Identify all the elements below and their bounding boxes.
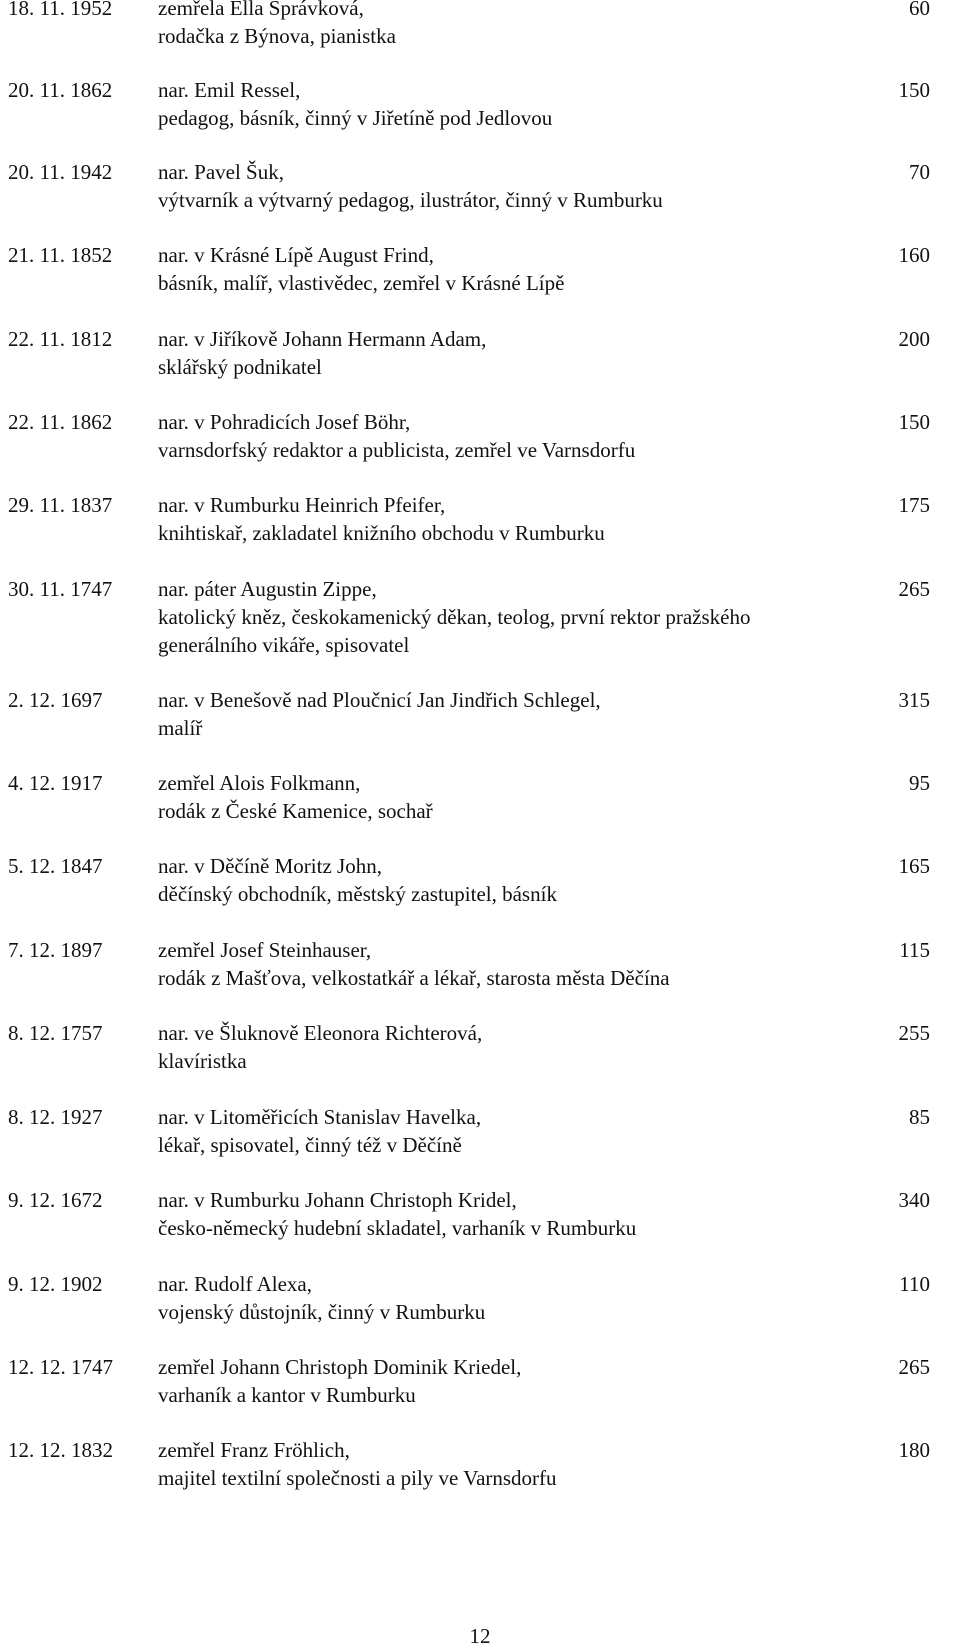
entry-number: 180 (898, 1438, 930, 1462)
entry-description: česko-německý hudební skladatel, varhaník v Rumburku (158, 1216, 637, 1240)
entry-date: 8. 12. 1757 (8, 1021, 103, 1045)
entry-date: 7. 12. 1897 (8, 938, 103, 962)
entry-headline: nar. ve Šluknově Eleonora Richterová, (158, 1021, 483, 1045)
entry-headline: nar. Pavel Šuk, (158, 160, 284, 184)
entry-text (158, 1270, 878, 1326)
entry-date: 22. 11. 1862 (8, 410, 113, 434)
entry-text (158, 686, 878, 742)
entry-date: 29. 11. 1837 (8, 493, 113, 517)
entry-headline: nar. v Litoměřicích Stanislav Havelka, (158, 1105, 482, 1129)
entry-text (158, 158, 878, 214)
entry-date: 9. 12. 1902 (8, 1272, 103, 1296)
entry-number: 200 (898, 327, 930, 351)
entry-description: klavíristka (158, 1049, 247, 1073)
entry-description: pedagog, básník, činný v Jiřetíně pod Jedlovou (158, 106, 553, 130)
entry-text (158, 491, 878, 547)
entry-text (158, 1103, 878, 1159)
entry-number: 85 (909, 1105, 930, 1129)
entry-number: 110 (899, 1272, 930, 1296)
entry-headline: nar. v Rumburku Johann Christoph Kridel, (158, 1188, 517, 1212)
entry-headline: zemřel Josef Steinhauser, (158, 938, 372, 962)
entry-number: 315 (898, 688, 930, 712)
entry-text (158, 575, 878, 659)
entry-text (158, 1436, 878, 1492)
entry-headline: zemřel Franz Fröhlich, (158, 1438, 350, 1462)
entry-headline: zemřel Johann Christoph Dominik Kriedel, (158, 1355, 522, 1379)
anniversary-entry (0, 1353, 960, 1413)
entry-date: 8. 12. 1927 (8, 1105, 103, 1129)
anniversary-entry (0, 1436, 960, 1496)
entry-date: 12. 12. 1747 (8, 1355, 113, 1379)
entry-number: 70 (909, 160, 930, 184)
anniversary-entry (0, 769, 960, 829)
entry-number: 265 (898, 577, 930, 601)
entry-date: 2. 12. 1697 (8, 688, 103, 712)
entry-number: 165 (898, 854, 930, 878)
entry-date: 12. 12. 1832 (8, 1438, 113, 1462)
entry-number: 60 (909, 0, 930, 20)
entry-headline: nar. páter Augustin Zippe, (158, 577, 377, 601)
entry-date: 5. 12. 1847 (8, 854, 103, 878)
entry-date: 20. 11. 1862 (8, 78, 113, 102)
entry-headline: nar. v Děčíně Moritz John, (158, 854, 382, 878)
entry-headline: nar. v Krásné Lípě August Frind, (158, 243, 434, 267)
entry-headline: nar. v Rumburku Heinrich Pfeifer, (158, 493, 446, 517)
entry-date: 30. 11. 1747 (8, 577, 113, 601)
anniversary-entry (0, 325, 960, 385)
anniversary-entry (0, 0, 960, 54)
entry-description: knihtiskař, zakladatel knižního obchodu v Rumburku (158, 521, 605, 545)
entry-number: 340 (898, 1188, 930, 1212)
anniversary-entry (0, 1186, 960, 1246)
entry-text (158, 0, 878, 50)
anniversary-entry (0, 1019, 960, 1079)
entry-text (158, 1186, 878, 1242)
anniversary-entry (0, 491, 960, 551)
entry-date: 22. 11. 1812 (8, 327, 113, 351)
entry-headline: zemřel Alois Folkmann, (158, 771, 361, 795)
entry-description: básník, malíř, vlastivědec, zemřel v Krásné Lípě (158, 271, 565, 295)
entry-date: 18. 11. 1952 (8, 0, 113, 20)
entry-number: 265 (898, 1355, 930, 1379)
entry-description: varhaník a kantor v Rumburku (158, 1383, 416, 1407)
entry-number: 255 (898, 1021, 930, 1045)
entry-number: 150 (898, 410, 930, 434)
entry-text (158, 769, 878, 825)
anniversary-entry (0, 852, 960, 912)
entry-headline: nar. Emil Ressel, (158, 78, 301, 102)
entry-description: rodák z České Kamenice, sochař (158, 799, 433, 823)
entry-headline: nar. Rudolf Alexa, (158, 1272, 312, 1296)
entry-date: 4. 12. 1917 (8, 771, 103, 795)
entry-text (158, 936, 878, 992)
entry-text (158, 325, 878, 381)
anniversary-entry (0, 575, 960, 665)
entry-description: rodačka z Býnova, pianistka (158, 24, 396, 48)
anniversary-entry (0, 1103, 960, 1163)
entry-text (158, 1353, 878, 1409)
anniversary-entry (0, 686, 960, 746)
entry-headline: zemřela Ella Správková, (158, 0, 364, 20)
entry-description: vojenský důstojník, činný v Rumburku (158, 1300, 486, 1324)
anniversary-entry (0, 76, 960, 136)
entry-headline: nar. v Jiříkově Johann Hermann Adam, (158, 327, 487, 351)
anniversary-entry (0, 408, 960, 468)
entry-description: sklářský podnikatel (158, 355, 322, 379)
entry-number: 160 (898, 243, 930, 267)
entry-text (158, 852, 878, 908)
entry-description: malíř (158, 716, 203, 740)
entry-description: výtvarník a výtvarný pedagog, ilustrátor, činný v Rumburku (158, 188, 663, 212)
entry-date: 21. 11. 1852 (8, 243, 113, 267)
anniversary-entry (0, 936, 960, 996)
page-number: 12 (469, 1624, 491, 1648)
entry-description: katolický kněz, českokamenický děkan, teolog, první rektor pražského (158, 605, 751, 629)
entry-text (158, 76, 878, 132)
entry-description: děčínský obchodník, městský zastupitel, básník (158, 882, 557, 906)
entry-headline: nar. v Pohradicích Josef Böhr, (158, 410, 411, 434)
entry-date: 20. 11. 1942 (8, 160, 113, 184)
entry-description: lékař, spisovatel, činný též v Děčíně (158, 1133, 462, 1157)
entry-text (158, 1019, 878, 1075)
entry-date: 9. 12. 1672 (8, 1188, 103, 1212)
entry-number: 95 (909, 771, 930, 795)
anniversary-entry (0, 1270, 960, 1330)
entry-text (158, 241, 878, 297)
anniversary-entry (0, 241, 960, 301)
entry-description: rodák z Mašťova, velkostatkář a lékař, starosta města Děčína (158, 966, 670, 990)
entry-number: 150 (898, 78, 930, 102)
entry-description: majitel textilní společnosti a pily ve Varnsdorfu (158, 1466, 557, 1490)
entry-text (158, 408, 878, 464)
entry-headline: nar. v Benešově nad Ploučnicí Jan Jindřich Schlegel, (158, 688, 601, 712)
entry-number: 175 (898, 493, 930, 517)
entry-description: varnsdorfský redaktor a publicista, zemřel ve Varnsdorfu (158, 438, 636, 462)
entry-description-continued: generálního vikáře, spisovatel (158, 633, 410, 657)
entry-number: 115 (899, 938, 930, 962)
anniversary-entry (0, 158, 960, 218)
